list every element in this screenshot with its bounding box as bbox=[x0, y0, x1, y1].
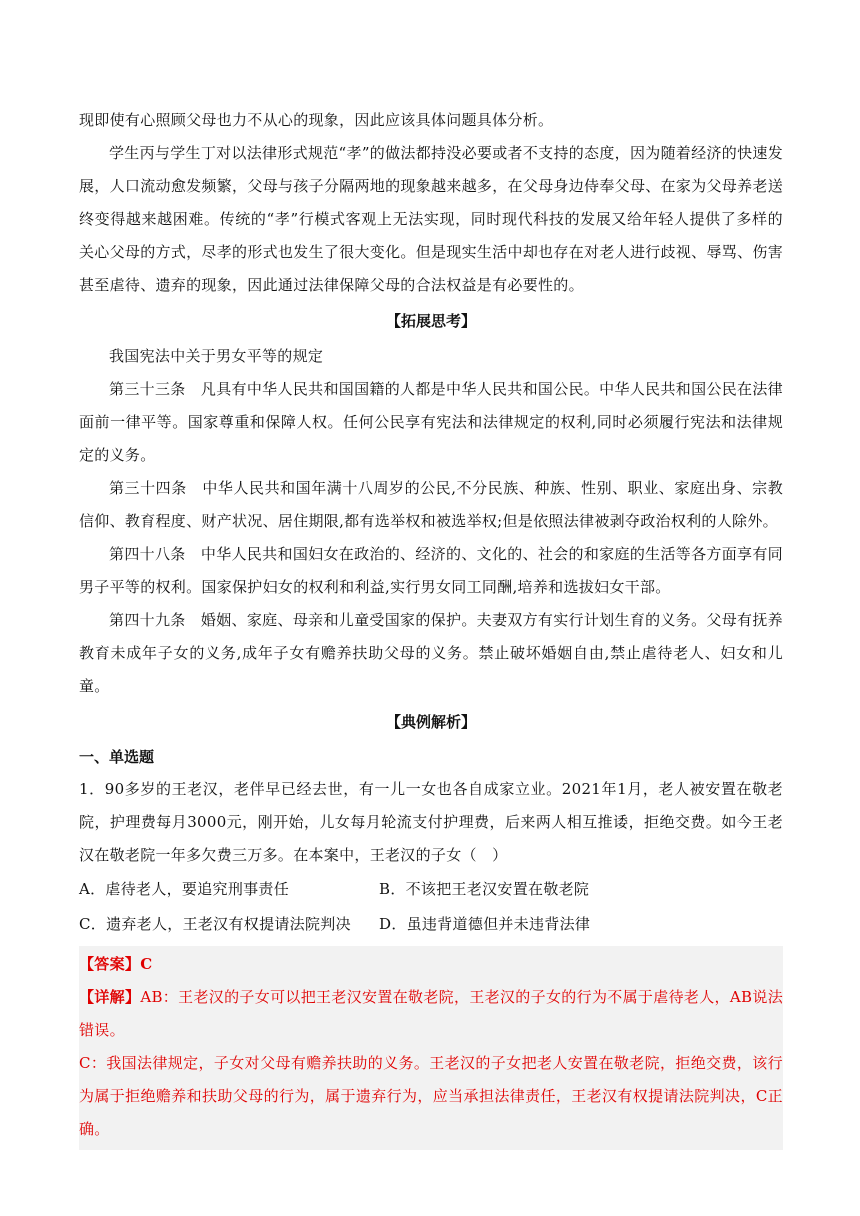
extension-intro: 我国宪法中关于男女平等的规定 bbox=[109, 347, 324, 365]
answer-line bbox=[79, 948, 783, 981]
option-d: D．虽违背道德但并未违背法律 bbox=[379, 915, 591, 933]
article-48: 第四十八条 中华人民共和国妇女在政治的、经济的、文化的、社会的和家庭的生活等各方面享有同男子平等的权利。国家保护妇女的权利和利益,实行男女同工同酬,培养和选拔妇女干部。 bbox=[79, 545, 783, 596]
section-heading-extension: 【拓展思考】 bbox=[385, 312, 476, 330]
detail-ab-text: AB：王老汉的子女可以把王老汉安置在敬老院，王老汉的子女的行为不属于虐待老人，AB说法错误。 bbox=[79, 988, 783, 1039]
question-type-title: 一、单选题 bbox=[79, 748, 155, 766]
article-34: 第三十四条 中华人民共和国年满十八周岁的公民,不分民族、种族、性别、职业、家庭出身、宗教信仰、教育程度、财产状况、居住期限,都有选举权和被选举权;但是依照法律被剥夺政治权利的人除外。 bbox=[79, 479, 783, 530]
detail-label: 【详解】 bbox=[79, 988, 141, 1006]
answer-value: C bbox=[140, 955, 153, 973]
option-c: C．遗弃老人，王老汉有权提请法院判决 bbox=[79, 915, 351, 933]
article-49: 第四十九条 婚姻、家庭、母亲和儿童受国家的保护。夫妻双方有实行计划生育的义务。父母有抚养教育未成年子女的义务,成年子女有赡养扶助父母的义务。禁止破坏婚姻自由,禁止虐待老人、妇女和儿童。 bbox=[79, 611, 783, 695]
detail-c: C：我国法律规定，子女对父母有赡养扶助的义务。王老汉的子女把老人安置在敬老院，拒绝交费，该行为属于拒绝赡养和扶助父母的行为，属于遗弃行为，应当承担法律责任，王老汉有权提请法院判决，C正确。 bbox=[79, 1054, 783, 1138]
option-b: B．不该把王老汉安置在敬老院 bbox=[379, 880, 590, 898]
answer-label: 【答案】 bbox=[79, 955, 141, 973]
detail-ab bbox=[79, 981, 783, 1047]
paragraph: 学生丙与学生丁对以法律形式规范“孝”的做法都持没必要或者不支持的态度，因为随着经济的快速发展，人口流动愈发频繁，父母与孩子分隔两地的现象越来越多，在父母身边侍奉父母、在家为父母养老送终变得越来越困难。传统的“孝”行模式客观上无法实现，同时现代科技的发展又给年轻人提供了多样的关心父母的方式，尽孝的形式也发生了很大变化。但是现实生活中却也存在对老人进行歧视、辱骂、伤害甚至虐待、遗弃的现象，因此通过法律保障父母的合法权益是有必要性的。 bbox=[79, 144, 783, 294]
question-stem: 1．90多岁的王老汉，老伴早已经去世，有一儿一女也各自成家立业。2021年1月，老人被安置在敬老院，护理费每月3000元，刚开始，儿女每月轮流支付护理费，后来两人相互推诿，拒绝交费。如今王老汉在敬老院一年多欠费三万多。在本案中，王老汉的子女（ ） bbox=[79, 780, 783, 864]
section-heading-examples: 【典例解析】 bbox=[385, 713, 476, 731]
document-body bbox=[79, 104, 783, 1150]
paragraph: 现即使有心照顾父母也力不从心的现象，因此应该具体问题具体分析。 bbox=[79, 111, 554, 129]
question-options bbox=[79, 872, 783, 942]
article-33: 第三十三条 凡具有中华人民共和国国籍的人都是中华人民共和国公民。中华人民共和国公民在法律面前一律平等。国家尊重和保障人权。任何公民享有宪法和法律规定的权利,同时必须履行宪法和法律规定的义务。 bbox=[79, 380, 783, 464]
option-a: A．虐待老人，要追究刑事责任 bbox=[79, 880, 290, 898]
answer-box bbox=[79, 946, 783, 1150]
